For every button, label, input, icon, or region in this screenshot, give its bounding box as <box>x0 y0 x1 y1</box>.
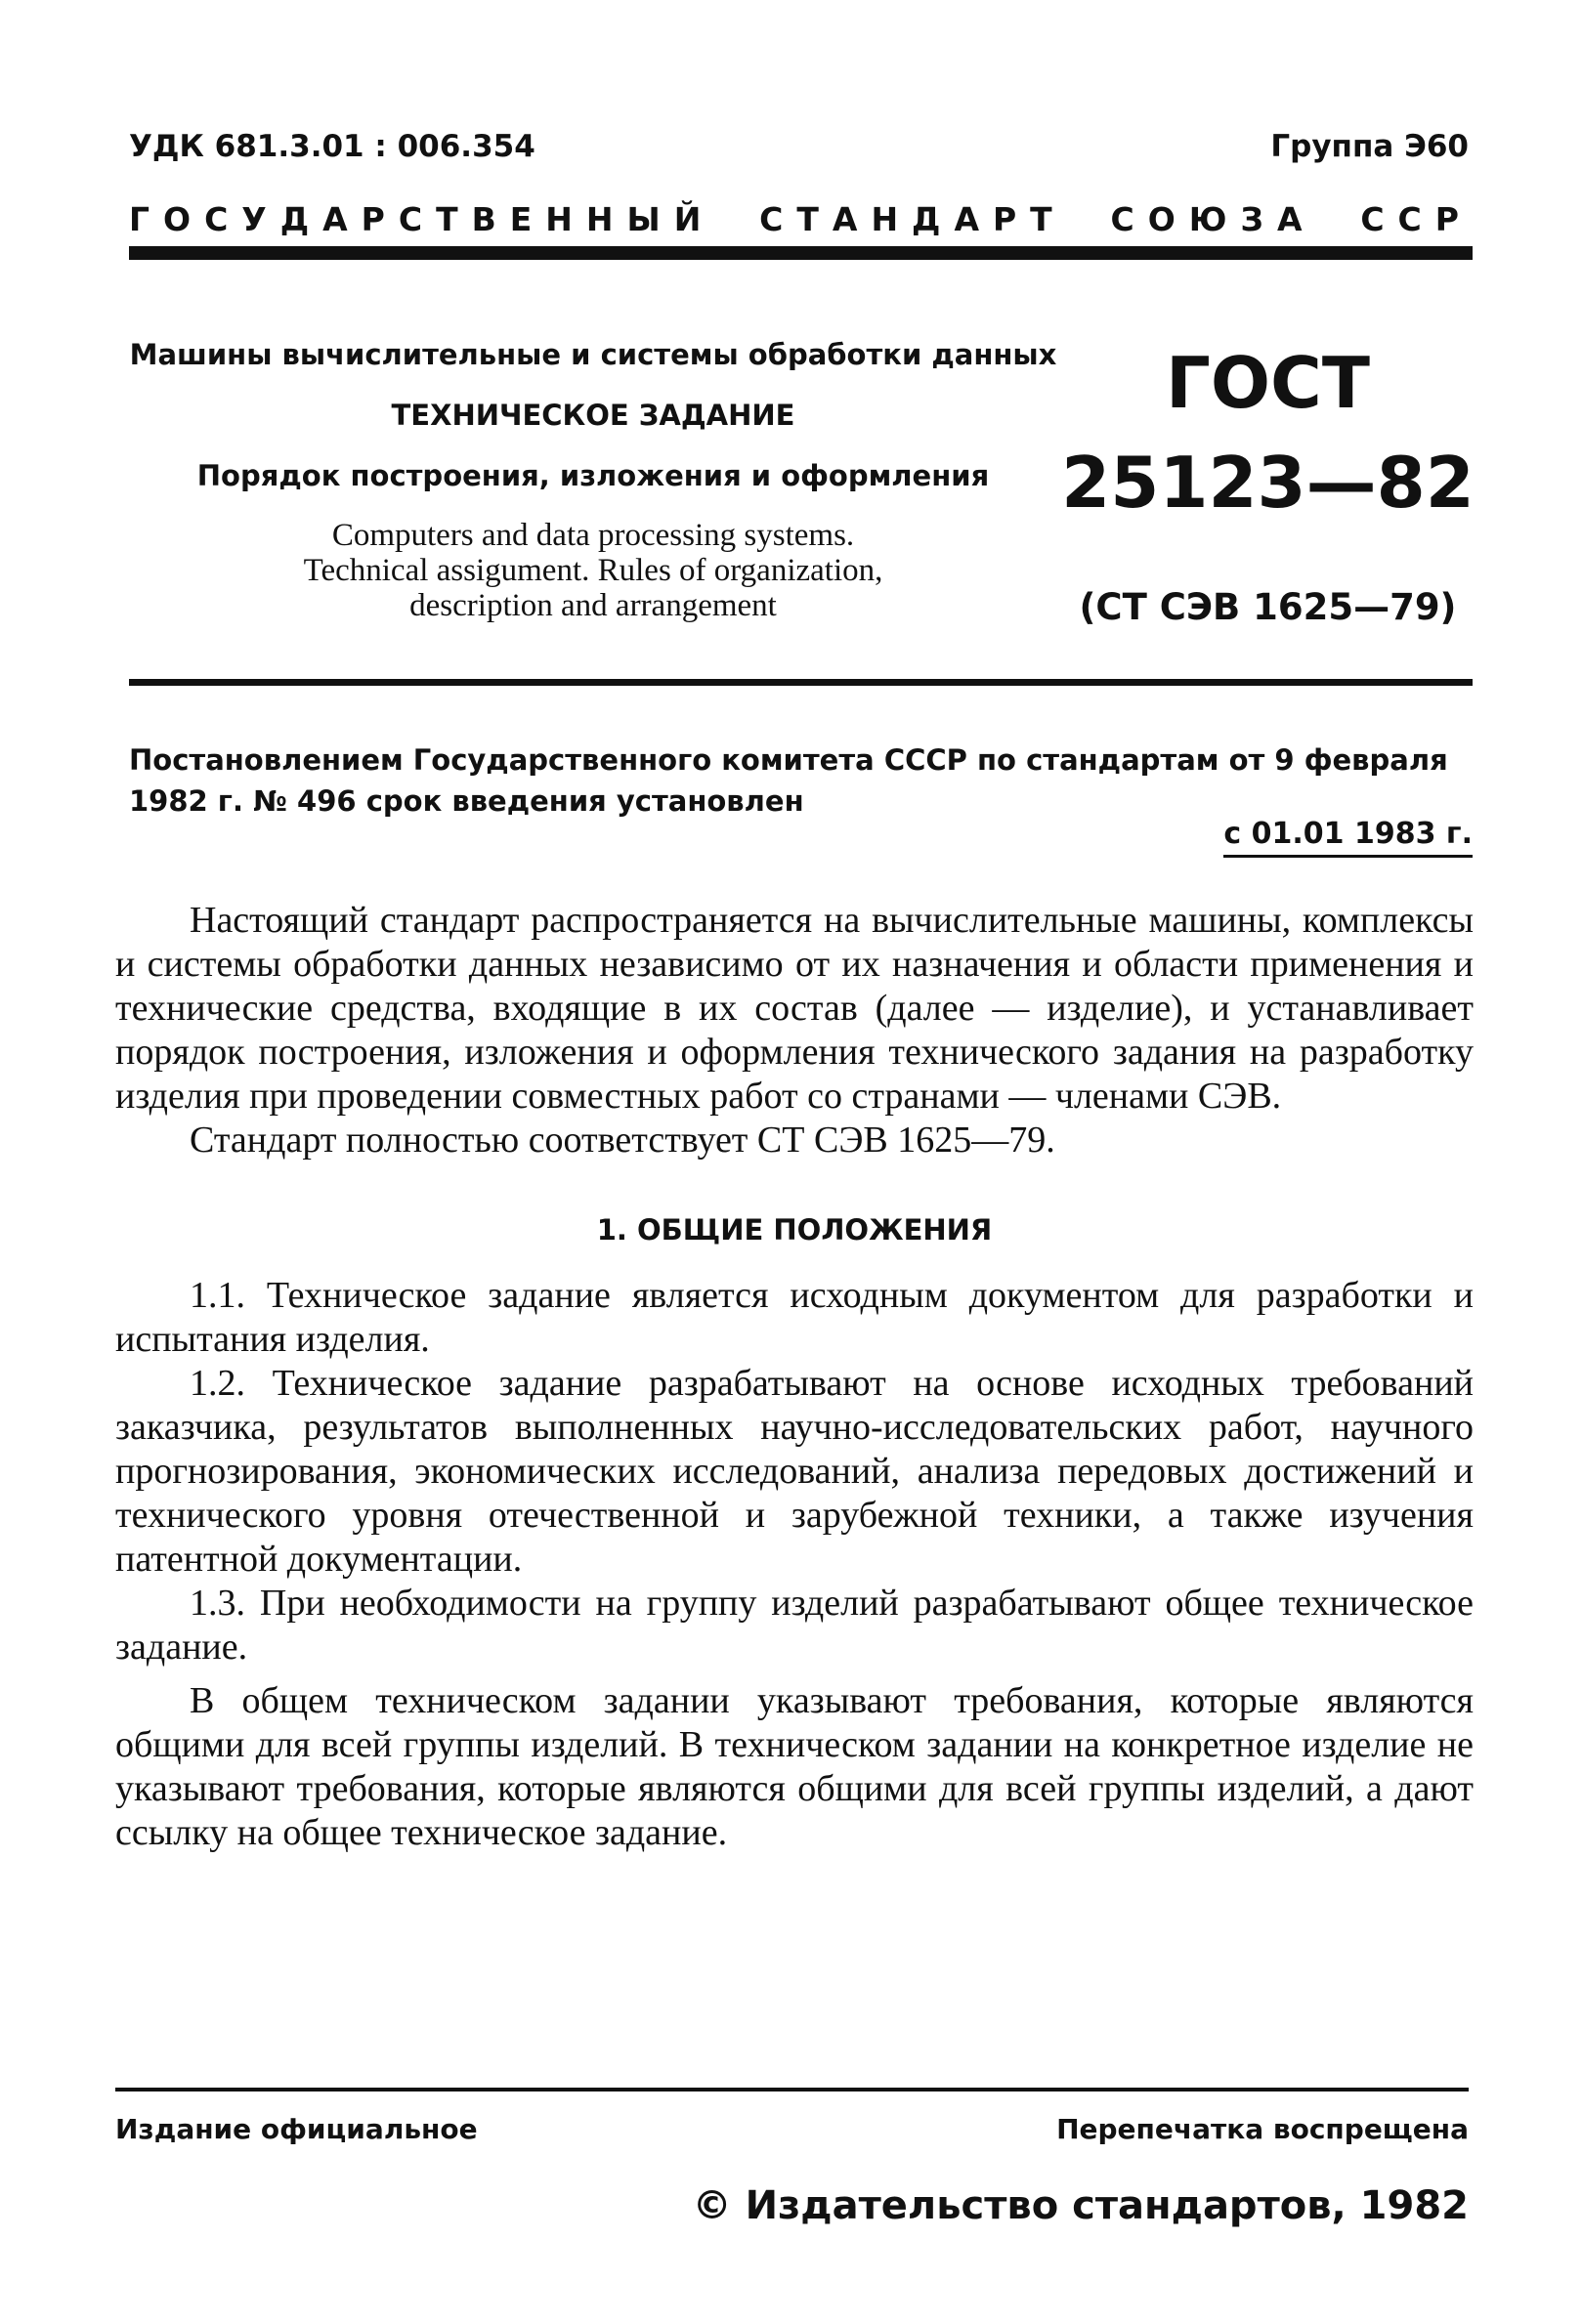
footer-rule <box>115 2088 1469 2092</box>
title-subtitle: Порядок построения, изложения и оформления <box>196 459 990 492</box>
gost-block <box>1060 344 1475 628</box>
st-sev-reference: (СТ СЭВ 1625—79) <box>1079 586 1457 628</box>
clause-1-2: 1.2. Техническое задание разрабатывают на основе исходных требований заказчика, результатов выполненных научно-исследовательских работ, научного прогнозирования, экономических исследований, анализа передовых достижений и технического уровня отечественной и зарубежной техники, а также изучения патентной документации. <box>115 1363 1474 1580</box>
banner-word: СТАНДАРТ <box>759 200 1066 238</box>
title-subject: Машины вычислительные и системы обработки данных <box>129 338 1057 371</box>
banner-word: СОЮЗА <box>1110 200 1316 238</box>
section-title: 1. ОБЩИЕ ПОЛОЖЕНИЯ <box>596 1213 993 1247</box>
english-title-line: description and arrangement <box>409 588 777 623</box>
reprint-note: Перепечатка воспрещена <box>1056 2113 1469 2145</box>
gost-label: ГОСТ <box>1165 342 1371 424</box>
banner-word: ГОСУДАРСТВЕННЫЙ <box>129 200 715 238</box>
state-standard-banner <box>129 200 1473 238</box>
intro-paragraph: Настоящий стандарт распространяется на вычислительные машины, комплексы и системы обработки данных независимо от их назначения и области применения и технические средства, входящие в их состав (далее — изделие), и устанавливает порядок построения, изложения и оформления технического задания на разработку изделия при проведении совместных работ со странами — членами СЭВ. <box>115 900 1474 1117</box>
english-title-line: Computers and data processing systems. <box>331 518 855 553</box>
compliance-paragraph: Стандарт полностью соответствует СТ СЭВ 1625—79. <box>190 1120 1055 1161</box>
decree-text: Постановлением Государственного комитета СССР по стандартам от 9 февраля 1982 г. № 496 срок введения установлен <box>129 743 1448 818</box>
title-rule <box>129 679 1473 686</box>
gost-number: 25123—82 <box>1061 442 1475 524</box>
english-title-line: Technical assigument. Rules of organization, <box>303 553 883 588</box>
copyright-line: © Издательство стандартов, 1982 <box>692 2183 1469 2228</box>
clause-1-3: 1.3. При необходимости на группу изделий разрабатывают общее техническое задание. <box>115 1583 1474 1668</box>
clause-1-1: 1.1. Техническое задание является исходным документом для разработки и испытания изделия. <box>115 1275 1474 1360</box>
title-block <box>129 332 1057 623</box>
english-title <box>129 518 1057 623</box>
effective-date: с 01.01 1983 г. <box>1223 817 1473 858</box>
body-text <box>115 899 1474 1855</box>
title-main: ТЕХНИЧЕСКОЕ ЗАДАНИЕ <box>391 399 795 432</box>
clause-1-3-continuation: В общем техническом задании указывают требования, которые являются общими для всей группы изделий. В техническом задании на конкретное изделие не указывают требования, которые являются общими для всей группы изделий, а дают ссылку на общее техническое задание. <box>115 1680 1474 1853</box>
edition-note: Издание официальное <box>115 2113 478 2145</box>
group-code: Группа Э60 <box>1270 129 1469 164</box>
banner-word: ССР <box>1360 200 1473 238</box>
header-rule <box>129 246 1473 260</box>
udk-code: УДК 681.3.01 : 006.354 <box>129 129 535 164</box>
